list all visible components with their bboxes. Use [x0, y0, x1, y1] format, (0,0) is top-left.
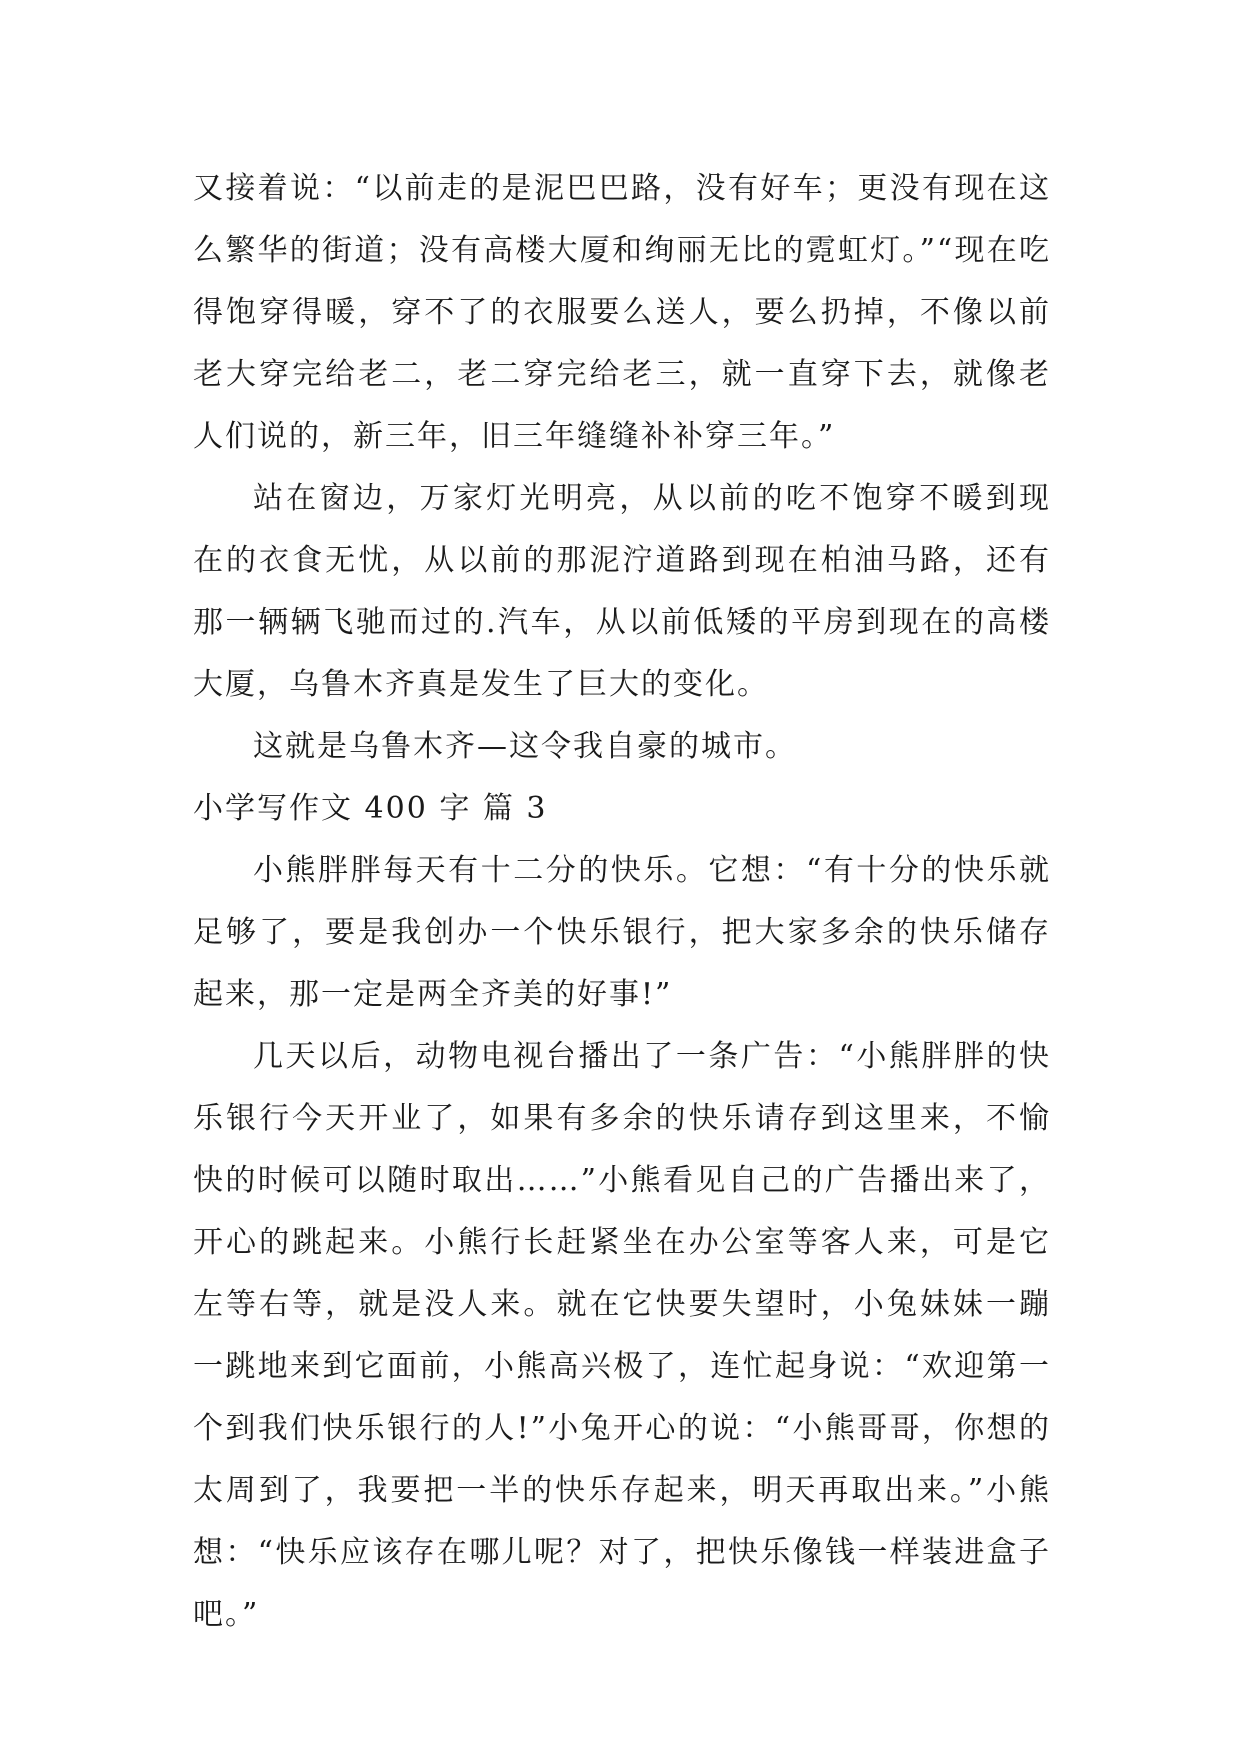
document-body [193, 158, 1051, 1646]
paragraph-2: 站在窗边，万家灯光明亮，从以前的吃不饱穿不暖到现在的衣食无忧，从以前的那泥泞道路到现在柏油马路，还有那一辆辆飞驰而过的.汽车，从以前低矮的平房到现在的高楼大厦，乌鲁木齐真是发生了巨大的变化。 [193, 481, 1051, 702]
paragraph-3: 这就是乌鲁木齐—这令我自豪的城市。 [253, 729, 797, 764]
paragraph-4: 小熊胖胖每天有十二分的快乐。它想：“有十分的快乐就足够了，要是我创办一个快乐银行，把大家多余的快乐储存起来，那一定是两全齐美的好事!” [193, 853, 1051, 1012]
section-heading: 小学写作文 400 字 篇 3 [193, 791, 548, 826]
paragraph-1: 又接着说：“以前走的是泥巴巴路，没有好车；更没有现在这么繁华的街道；没有高楼大厦和绚丽无比的霓虹灯。”“现在吃得饱穿得暖，穿不了的衣服要么送人，要么扔掉，不像以前老大穿完给老二，老二穿完给老三，就一直穿下去，就像老人们说的，新三年，旧三年缝缝补补穿三年。” [193, 171, 1051, 454]
paragraph-5: 几天以后，动物电视台播出了一条广告：“小熊胖胖的快乐银行今天开业了，如果有多余的快乐请存到这里来，不愉快的时候可以随时取出……”小熊看见自己的广告播出来了，开心的跳起来。小熊行长赶紧坐在办公室等客人来，可是它左等右等，就是没人来。就在它快要失望时，小兔妹妹一蹦一跳地来到它面前，小熊高兴极了，连忙起身说：“欢迎第一个到我们快乐银行的人!”小兔开心的说：“小熊哥哥，你想的太周到了，我要把一半的快乐存起来，明天再取出来。”小熊想：“快乐应该存在哪儿呢？对了，把快乐像钱一样装进盒子吧。” [193, 1039, 1051, 1632]
